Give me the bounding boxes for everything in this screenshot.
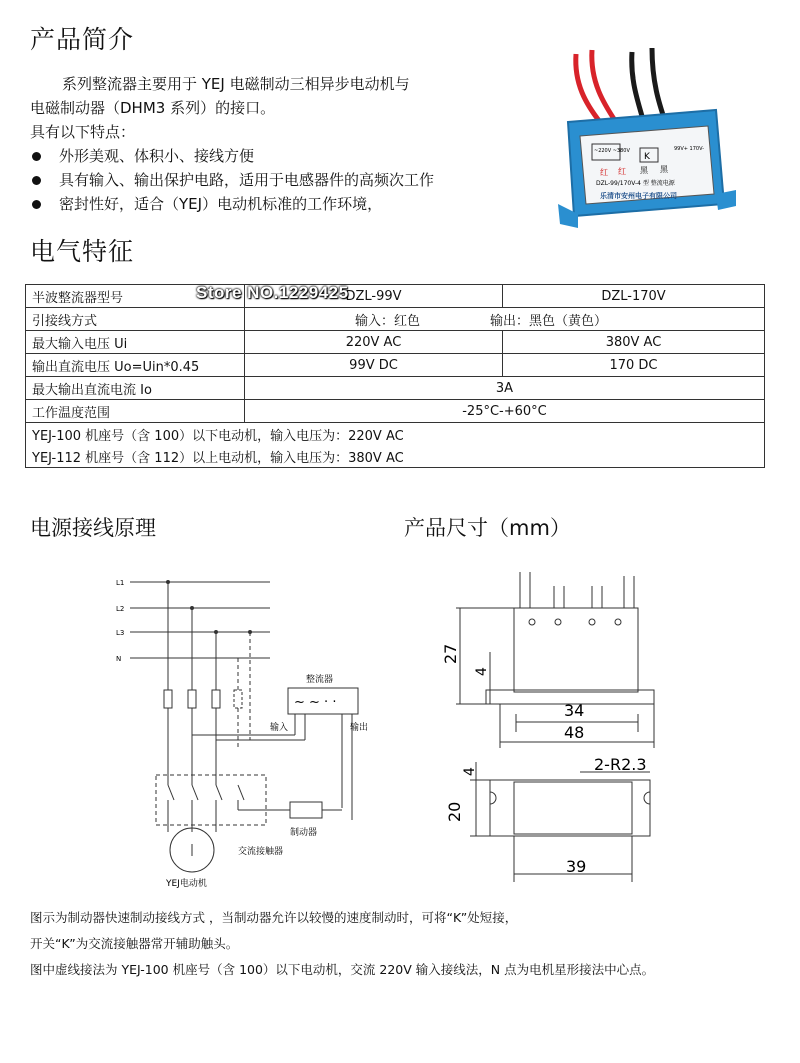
table-cell: 170 DC xyxy=(503,354,765,377)
wiring-title: 电源接线原理 xyxy=(30,516,156,540)
dim-27: 27 xyxy=(441,643,460,664)
note-line: 图中虚线接法为 YEJ-100 机座号（含 100）以下电动机，交流 220V 输入接线法，N 点为电机星形接法中心点。 xyxy=(30,962,655,977)
bullet-item: 具有输入、输出保护电路，适用于电感器件的高频次工作 xyxy=(32,168,434,192)
intro-para-1: 系列整流器主要用于 YEJ 电磁制动三相异步电动机与 xyxy=(62,75,410,93)
table-cell: 半波整流器型号 xyxy=(26,285,245,308)
table-cell: 最大输入电压 Ui xyxy=(26,331,245,354)
store-watermark: Store NO.1229425 xyxy=(196,283,349,302)
table-cell: YEJ-100 机座号（含 100）以下电动机，输入电压为：220V AC xyxy=(26,423,765,446)
dim-34: 34 xyxy=(564,701,585,720)
dim-radius: 2-R2.3 xyxy=(594,755,647,774)
table-cell: 380V AC xyxy=(503,331,765,354)
bullet-item: 外形美观、体积小、接线方便 xyxy=(32,144,254,168)
product-photo xyxy=(548,44,778,236)
contactor-label: 交流接触器 xyxy=(238,847,284,857)
spec-table xyxy=(25,284,765,468)
table-cell: 220V AC xyxy=(245,331,503,354)
table-row xyxy=(26,400,765,423)
table-cell: 引接线方式 xyxy=(26,308,245,331)
table-row xyxy=(26,423,765,446)
table-cell: 输出直流电压 Uo=Uin*0.45 xyxy=(26,354,245,377)
bullet-dot-icon xyxy=(32,152,41,161)
table-cell: DZL-170V xyxy=(503,285,765,308)
table-row xyxy=(26,445,765,468)
intro-title: 产品简介 xyxy=(30,25,135,54)
table-cell: YEJ-112 机座号（含 112）以上电动机，输入电压为：380V AC xyxy=(26,445,765,468)
note-line: 开关“K”为交流接触器常开辅助触头。 xyxy=(30,936,239,951)
electrical-title: 电气特征 xyxy=(30,237,135,266)
intro-para-2: 电磁制动器（DHM3 系列）的接口。 xyxy=(30,99,276,117)
line-label: L3 xyxy=(116,629,125,637)
line-label: L1 xyxy=(116,579,125,587)
wiring-diagram xyxy=(110,570,400,900)
output-label: 输出 xyxy=(350,723,369,733)
line-label: N xyxy=(116,655,122,663)
motor-label: YEJ电动机 xyxy=(166,879,207,889)
svg-text:红: 红 xyxy=(600,168,608,177)
bullet-dot-icon xyxy=(32,176,41,185)
svg-text:红: 红 xyxy=(618,167,626,176)
dim-4b: 4 xyxy=(462,767,478,776)
svg-text:黑: 黑 xyxy=(640,166,648,175)
table-cell: -25°C-+60°C xyxy=(245,400,765,423)
svg-text:~220V ~380V: ~220V ~380V xyxy=(594,148,630,154)
bullet-item: 密封性好，适合（YEJ）电动机标准的工作环境， xyxy=(32,192,382,216)
table-row xyxy=(26,377,765,400)
table-cell: DZL-99V xyxy=(245,285,503,308)
svg-text:K: K xyxy=(644,152,650,162)
note-line: 图示为制动器快速制动接线方式 ，当制动器允许以较慢的速度制动时，可将“K”处短接， xyxy=(30,910,518,925)
bullet-dot-icon xyxy=(32,200,41,209)
rectifier-symbol: ~ ~ · · xyxy=(294,695,337,710)
svg-text:DZL-99/170V-4 型 整流电源: DZL-99/170V-4 型 整流电源 xyxy=(596,180,675,187)
table-row xyxy=(26,354,765,377)
input-label: 输入 xyxy=(270,723,289,733)
features-lead: 具有以下特点： xyxy=(30,123,136,141)
rectifier-label: 整流器 xyxy=(306,675,334,685)
dimensions-title: 产品尺寸（mm） xyxy=(404,516,571,540)
table-cell: 99V DC xyxy=(245,354,503,377)
table-row xyxy=(26,308,765,331)
svg-text:乐清市安州电子有限公司: 乐清市安州电子有限公司 xyxy=(600,192,677,200)
line-label: L2 xyxy=(116,605,125,613)
table-cell: 输入：红色 输出：黑色（黄色） xyxy=(245,308,765,331)
svg-text:黑: 黑 xyxy=(660,165,668,174)
dim-48: 48 xyxy=(564,723,585,742)
table-cell: 工作温度范围 xyxy=(26,400,245,423)
dim-4a: 4 xyxy=(474,667,490,676)
table-cell: 最大输出直流电流 Io xyxy=(26,377,245,400)
dim-20: 20 xyxy=(445,801,464,822)
table-row xyxy=(26,285,765,308)
table-cell: 3A xyxy=(245,377,765,400)
dim-39: 39 xyxy=(566,857,587,876)
dimension-drawing xyxy=(430,572,680,892)
table-row xyxy=(26,331,765,354)
svg-text:99V+ 170V-: 99V+ 170V- xyxy=(674,146,705,152)
brake-label: 制动器 xyxy=(290,828,318,838)
